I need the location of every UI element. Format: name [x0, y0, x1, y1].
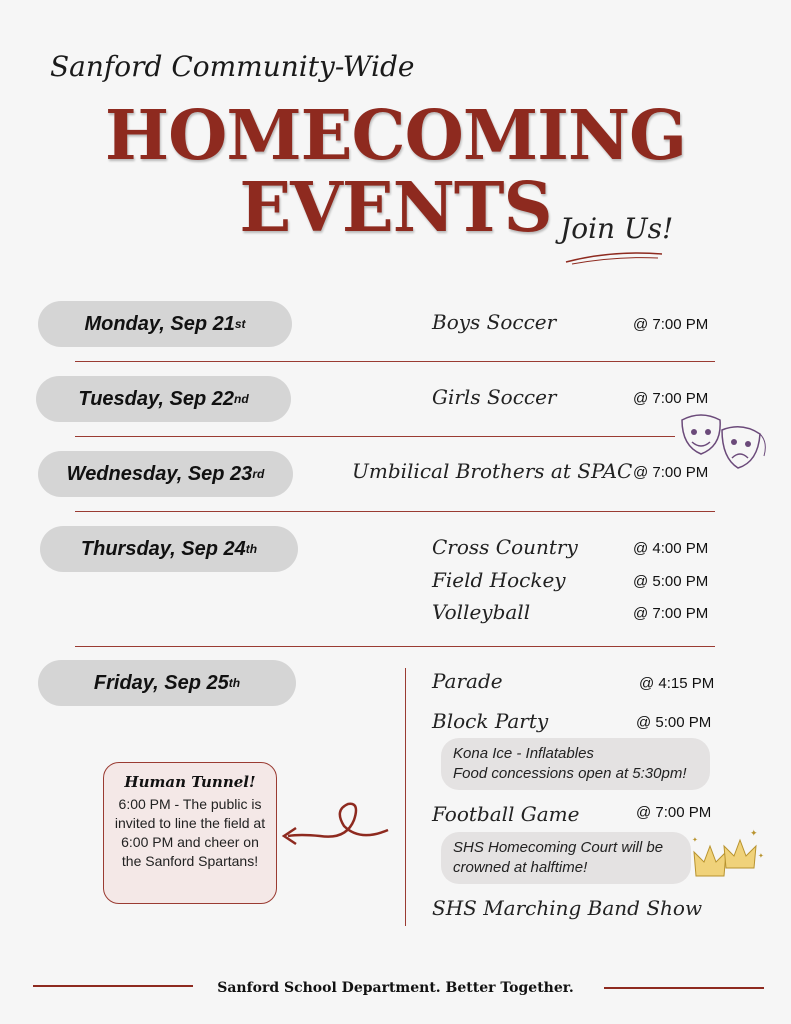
event-name: Girls Soccer	[432, 385, 557, 409]
football-note	[441, 832, 691, 884]
event-time: @ 5:00 PM	[636, 714, 712, 731]
divider	[75, 361, 715, 362]
event-name: Volleyball	[432, 600, 531, 624]
day-label: Thursday, Sep 24	[80, 537, 246, 560]
day-pill-tuesday	[36, 376, 291, 422]
day-label: Monday, Sep 21	[84, 312, 235, 335]
event-time: @ 7:00 PM	[636, 804, 712, 821]
event-time: @ 4:00 PM	[633, 540, 709, 557]
event-name: SHS Marching Band Show	[432, 896, 703, 920]
day-suffix: nd	[233, 392, 249, 406]
vertical-divider	[405, 668, 406, 926]
title-events: EVENTS	[239, 168, 552, 248]
svg-text:✦: ✦	[750, 828, 758, 838]
note-line: crowned at halftime!	[453, 859, 588, 876]
svg-text:✦: ✦	[758, 853, 764, 860]
svg-text:✦: ✦	[692, 837, 698, 844]
day-label: Friday, Sep 25	[93, 671, 229, 694]
day-pill-monday	[38, 301, 292, 347]
event-time: @ 7:00 PM	[633, 605, 709, 622]
human-tunnel-box	[103, 762, 277, 904]
divider	[75, 436, 675, 437]
footer-line-right	[604, 987, 764, 989]
block-party-note	[441, 738, 710, 790]
event-name: Block Party	[432, 709, 549, 733]
note-line: Food concessions open at 5:30pm!	[453, 765, 687, 782]
event-time: @ 7:00 PM	[633, 464, 709, 481]
day-suffix: th	[245, 542, 258, 556]
join-us: Join Us!	[560, 212, 674, 245]
event-name: Boys Soccer	[432, 310, 557, 334]
event-name: Umbilical Brothers at SPAC	[352, 459, 633, 483]
note-line: SHS Homecoming Court will be	[453, 839, 664, 856]
day-suffix: th	[228, 676, 241, 690]
crowns-icon	[690, 828, 768, 888]
day-suffix: st	[234, 317, 246, 331]
tunnel-body: 6:00 PM - The public is invited to line the field at 6:00 PM and cheer on the Sanford Spartans!	[114, 796, 266, 869]
day-suffix: rd	[252, 467, 265, 481]
event-time: @ 5:00 PM	[633, 573, 709, 590]
curly-arrow-icon	[280, 796, 396, 856]
event-name: Field Hockey	[432, 568, 566, 592]
day-label: Wednesday, Sep 23	[66, 462, 253, 485]
divider	[75, 511, 715, 512]
day-pill-friday	[38, 660, 296, 706]
tunnel-title: Human Tunnel!	[124, 773, 256, 791]
subtitle: Sanford Community-Wide	[50, 50, 415, 83]
event-time: @ 7:00 PM	[633, 390, 709, 407]
day-pill-wednesday	[38, 451, 293, 497]
join-underline-icon	[562, 248, 667, 266]
event-name: Football Game	[432, 802, 580, 826]
footer-text: Sanford School Department. Better Together.	[217, 980, 574, 996]
event-name: Parade	[432, 669, 503, 693]
event-time: @ 7:00 PM	[633, 316, 709, 333]
day-pill-thursday	[40, 526, 298, 572]
note-line: Kona Ice - Inflatables	[453, 745, 594, 762]
event-time: @ 4:15 PM	[639, 675, 715, 692]
divider	[75, 646, 715, 647]
title-homecoming: HOMECOMING	[104, 96, 687, 176]
event-name: Cross Country	[432, 535, 578, 559]
day-label: Tuesday, Sep 22	[78, 387, 234, 410]
